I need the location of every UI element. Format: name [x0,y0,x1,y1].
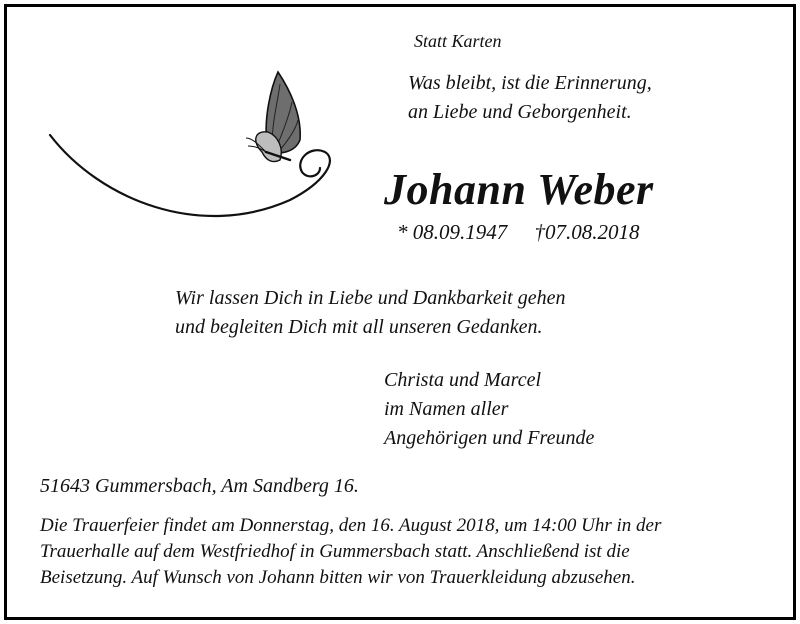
address: 51643 Gummersbach, Am Sandberg 16. [40,475,359,497]
quote-line-1: Was bleibt, ist die Erinnerung, [408,72,652,94]
deceased-name: Johann Weber [384,165,654,214]
funeral-line-2: Trauerhalle auf dem Westfriedhof in Gummersbach statt. Anschließend ist die [40,541,630,562]
signature-line-3: Angehörigen und Freunde [384,427,595,449]
butterfly-swirl-icon [40,60,340,240]
funeral-details [40,513,770,591]
death-date: 07.08.2018 [545,220,640,244]
statt-karten-label: Statt Karten [414,31,502,51]
message-line-1: Wir lassen Dich in Liebe und Dankbarkeit gehen [175,287,566,309]
birth-date: * 08.09.1947 [397,220,508,244]
signature-line-1: Christa und Marcel [384,369,542,391]
funeral-line-1: Die Trauerfeier findet am Donnerstag, den 16. August 2018, um 14:00 Uhr in der [40,515,662,536]
funeral-line-3: Beisetzung. Auf Wunsch von Johann bitten wir von Trauerkleidung abzusehen. [40,567,636,588]
quote-line-2: an Liebe und Geborgenheit. [408,101,632,123]
signature-line-2: im Namen aller [384,398,509,420]
message-line-2: und begleiten Dich mit all unseren Gedanken. [175,316,543,338]
cross-icon: † [534,220,545,244]
life-dates [397,218,640,246]
